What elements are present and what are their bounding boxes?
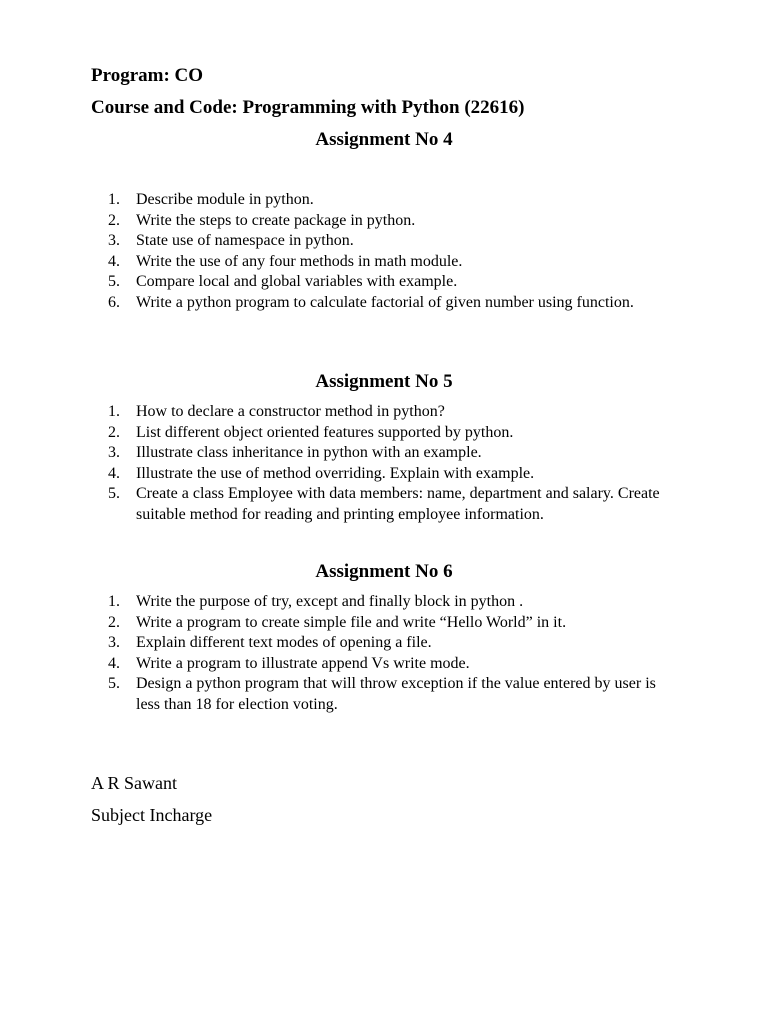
list-item: [108, 654, 678, 675]
item-number: 3.: [108, 444, 120, 462]
course-heading: Course and Code: Programming with Python (22616): [91, 97, 525, 118]
item-text: Write a program to illustrate append Vs write mode.: [136, 654, 470, 672]
item-number: 2.: [108, 613, 120, 631]
item-text: Write a program to create simple file and write “Hello World” in it.: [136, 613, 567, 631]
program-heading: Program: CO: [91, 65, 204, 86]
item-text: Explain different text modes of opening a file.: [136, 634, 432, 652]
list-item: [108, 464, 678, 485]
list-item: [108, 613, 678, 634]
assignment-4-title: Assignment No 4: [315, 129, 453, 150]
item-text: Write a python program to calculate factorial of given number using function.: [136, 293, 634, 311]
item-number: 5.: [108, 273, 120, 291]
item-number: 2.: [108, 423, 120, 441]
item-text: Describe module in python.: [136, 191, 314, 208]
list-item: [108, 633, 678, 654]
item-number: 3.: [108, 232, 120, 250]
item-text: Create a class Employee with data members: name, department and salary. Create suitable method for reading and printing employee information.: [136, 485, 660, 523]
item-text: Write the steps to create package in python.: [136, 211, 416, 229]
list-item: [108, 592, 678, 613]
list-item: [108, 231, 678, 252]
item-text: List different object oriented features supported by python.: [136, 423, 514, 441]
assignment-5-title: Assignment No 5: [315, 371, 453, 392]
list-item: [108, 272, 678, 293]
item-text: Illustrate class inheritance in python with an example.: [136, 444, 482, 462]
item-text: Write the use of any four methods in math module.: [136, 252, 463, 270]
item-number: 4.: [108, 654, 120, 672]
signature-name: A R Sawant: [91, 773, 178, 793]
item-number: 4.: [108, 464, 120, 482]
list-item: [108, 190, 678, 211]
list-item: [108, 252, 678, 273]
assignment-6-list: [108, 592, 678, 716]
assignment-5-list: [108, 402, 678, 526]
item-number: 5.: [108, 485, 120, 503]
item-number: 2.: [108, 211, 120, 229]
list-item: [108, 484, 678, 525]
item-number: 1.: [108, 191, 120, 208]
list-item: [108, 674, 678, 715]
list-item: [108, 211, 678, 232]
assignment-4-list: [108, 190, 678, 314]
item-text: Design a python program that will throw exception if the value entered by user is less than 18 for election voting.: [136, 675, 656, 713]
item-number: 6.: [108, 293, 120, 311]
item-text: Compare local and global variables with example.: [136, 273, 458, 291]
assignment-6-title: Assignment No 6: [315, 561, 453, 582]
item-text: Illustrate the use of method overriding. Explain with example.: [136, 464, 535, 482]
list-item: [108, 423, 678, 444]
item-number: 1.: [108, 403, 120, 420]
item-number: 4.: [108, 252, 120, 270]
item-number: 3.: [108, 634, 120, 652]
item-text: State use of namespace in python.: [136, 232, 354, 250]
list-item: [108, 402, 678, 423]
item-text: Write the purpose of try, except and finally block in python .: [136, 593, 524, 610]
list-item: [108, 293, 678, 314]
item-number: 5.: [108, 675, 120, 693]
list-item: [108, 443, 678, 464]
item-text: How to declare a constructor method in python?: [136, 403, 445, 420]
item-number: 1.: [108, 593, 120, 610]
signature-role: Subject Incharge: [91, 805, 213, 825]
